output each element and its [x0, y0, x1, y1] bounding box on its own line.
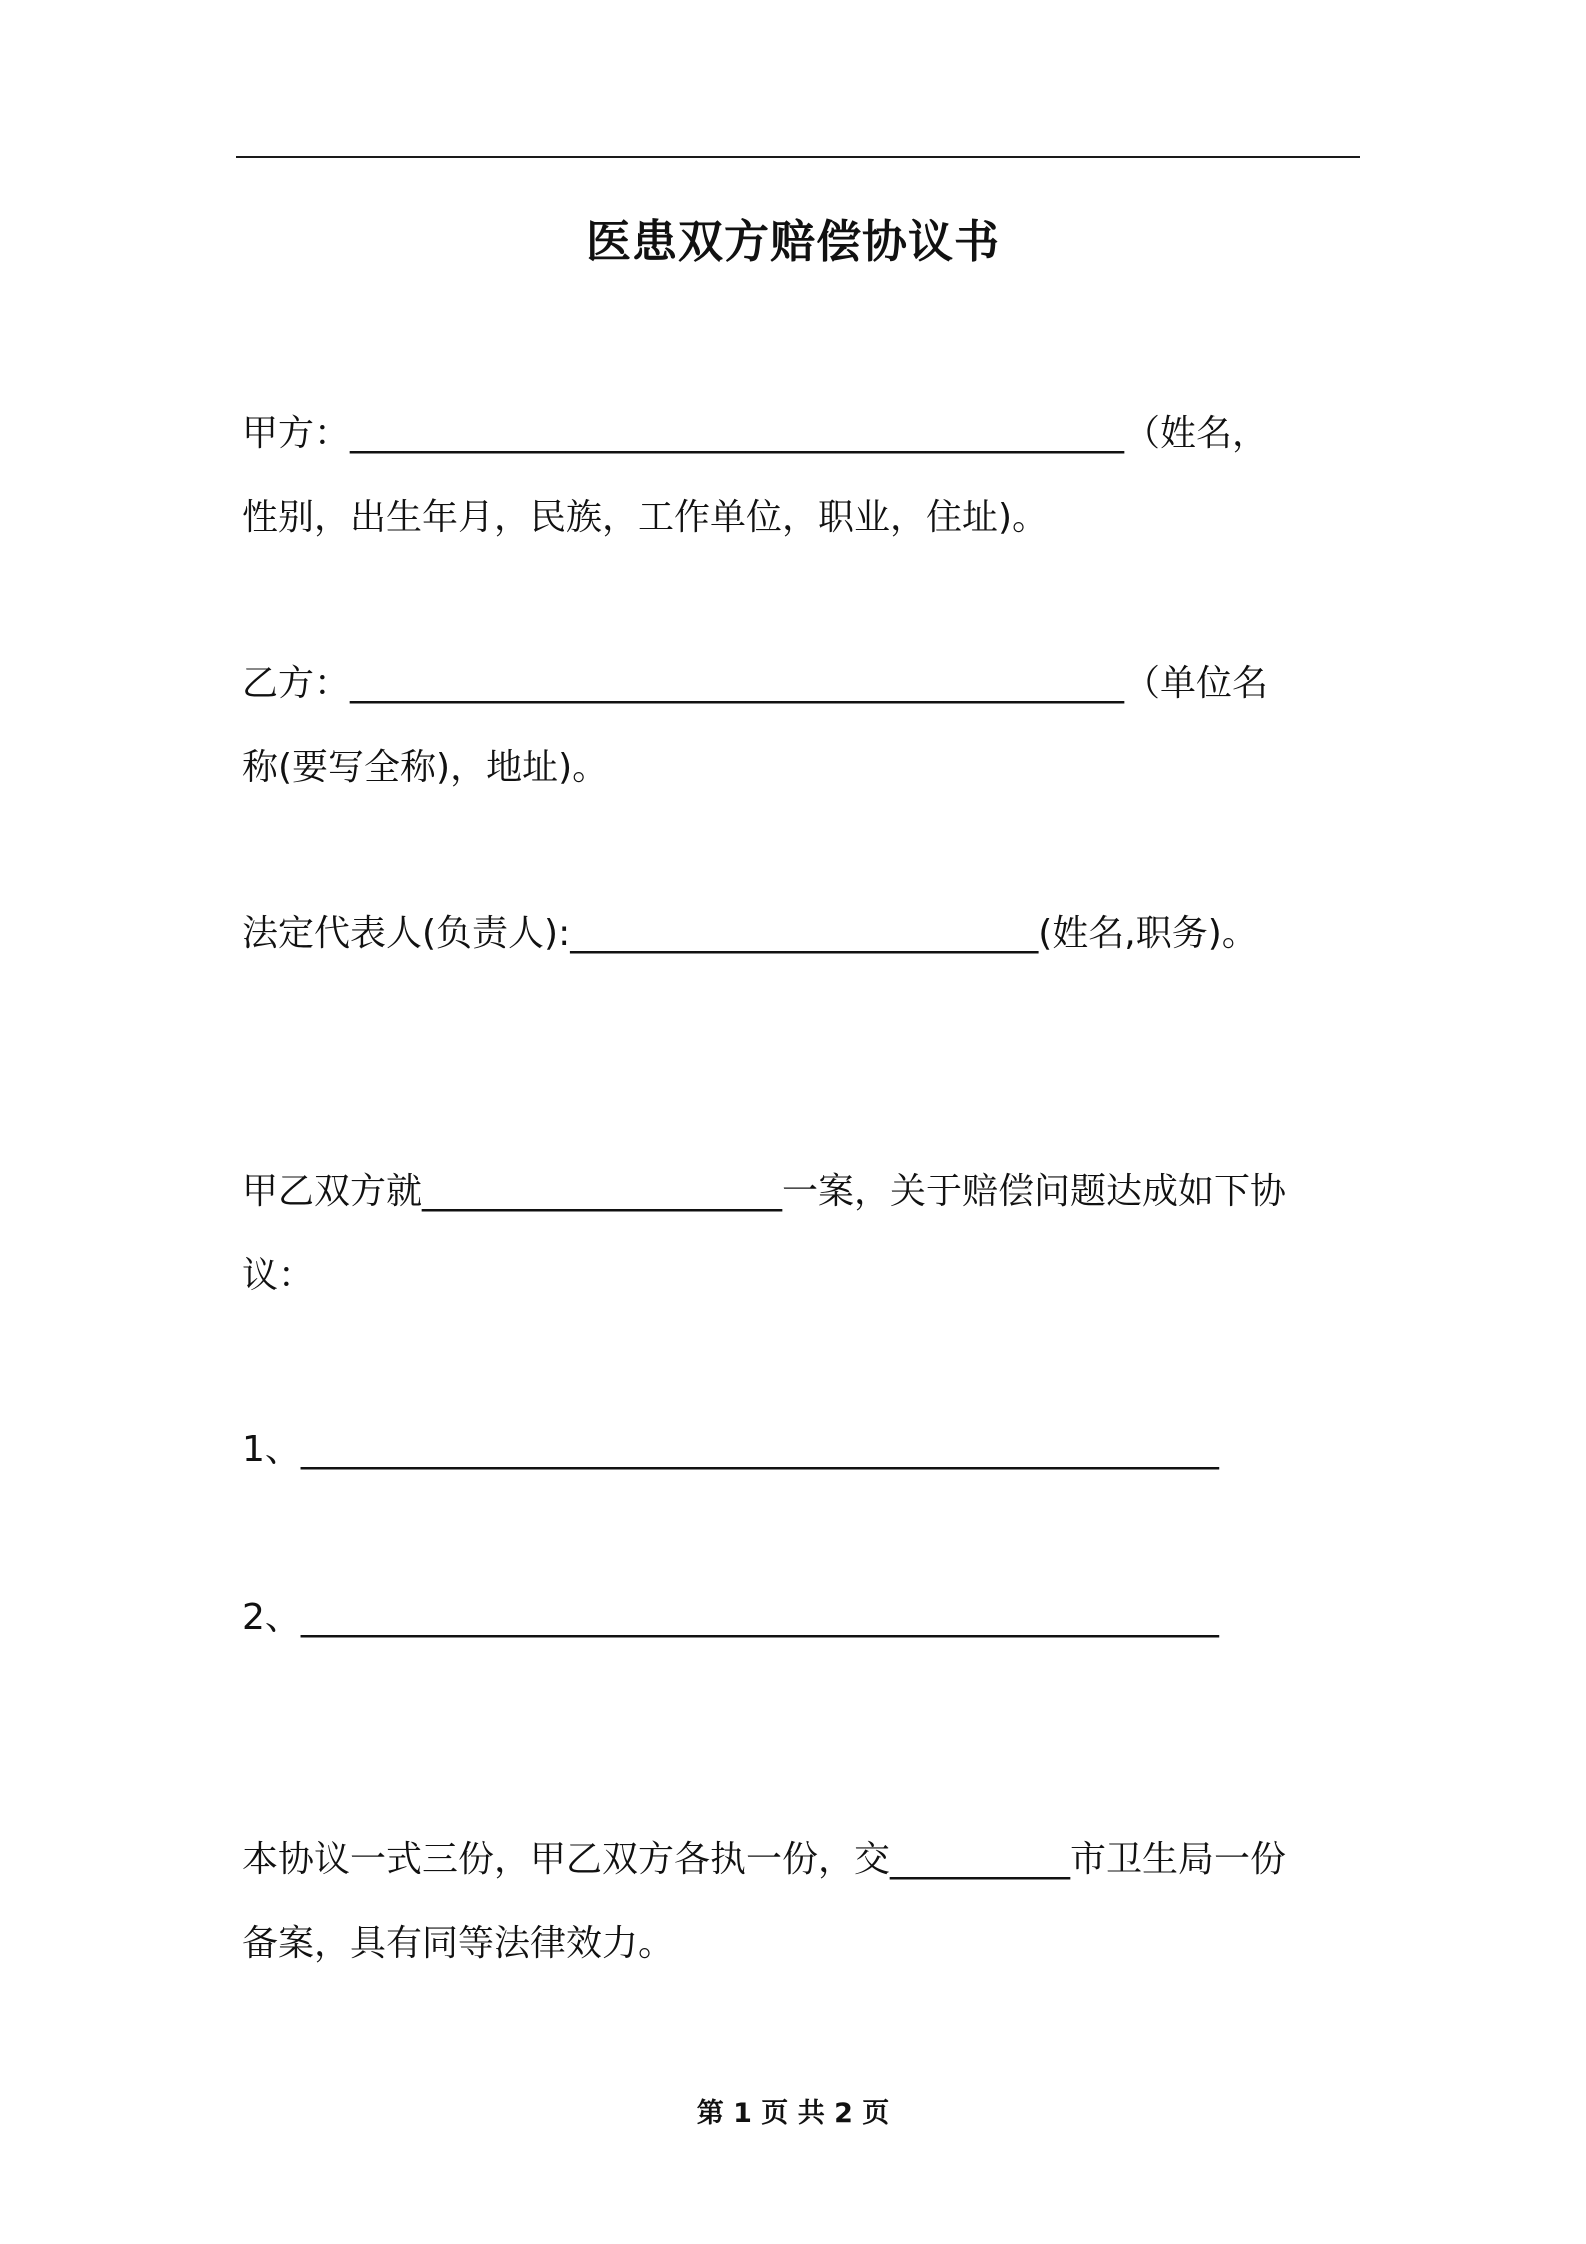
- closing-line-1: 本协议一式三份，甲乙双方各执一份，交__________市卫生局一份: [242, 1839, 1287, 1880]
- legal-representative-line: 法定代表人(负责人):__________________________(姓名,职务)。: [242, 913, 1258, 954]
- header-divider: [236, 156, 1360, 158]
- party-a-line-2: 性别，出生年月，民族，工作单位，职业，住址)。: [242, 497, 1049, 538]
- closing-line-2: 备案，具有同等法律效力。: [242, 1923, 675, 1964]
- document-title: 医患双方赔偿协议书: [585, 215, 1000, 268]
- party-a-line-1: 甲方：___________________________________________（姓名，: [242, 413, 1269, 454]
- agreement-item-1: 1、___________________________________________________: [242, 1429, 1219, 1470]
- agreement-item-2: 2、___________________________________________________: [242, 1597, 1219, 1638]
- agreement-intro-line-2: 议：: [242, 1255, 315, 1296]
- party-b-line-2: 称(要写全称)，地址)。: [242, 747, 609, 788]
- agreement-intro-line-1: 甲乙双方就____________________一案，关于赔偿问题达成如下协: [242, 1171, 1287, 1212]
- page-number-footer: 第 1 页 共 2 页: [696, 2098, 890, 2129]
- party-b-line-1: 乙方：___________________________________________（单位名: [242, 663, 1269, 704]
